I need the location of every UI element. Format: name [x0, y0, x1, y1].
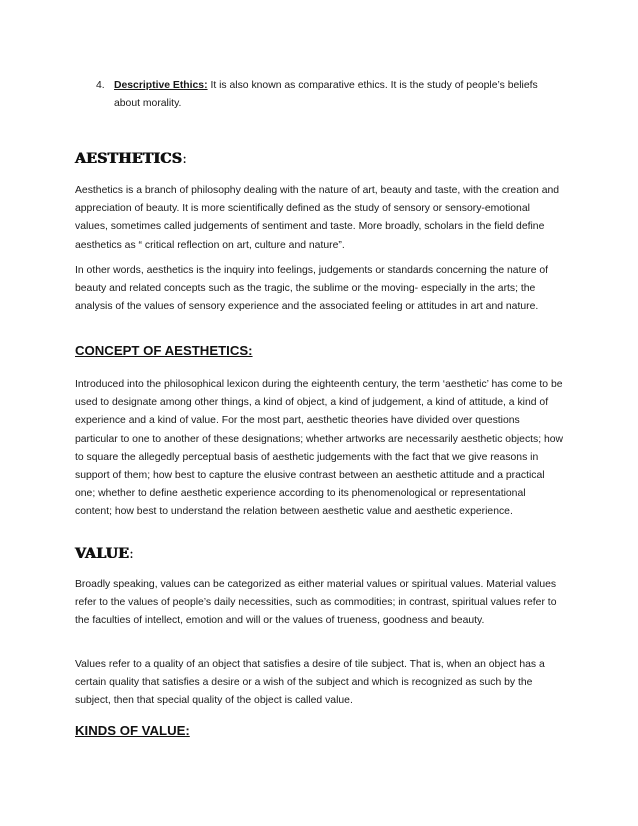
list-text: [114, 77, 556, 113]
value-heading: [75, 545, 134, 563]
aesthetics-paragraph-2: In other words, aesthetics is the inquiry into feelings, judgements or standards concerning the nature of beauty and related concepts such as the tragic, the sublime or the moving- especially in the arts; the analysis of the values of sensory experience and the associated feeling or attitudes in art and nature.: [75, 265, 549, 313]
aesthetics-heading-colon: :: [182, 151, 188, 167]
list-number: 4.: [96, 80, 105, 91]
aesthetics-paragraph-1: Aesthetics is a branch of philosophy dealing with the nature of art, beauty and taste, with the creation and appreciation of beauty. It is more scientifically defined as the study of sensory or sensory-emotional values, sometimes called judgements of sentiment and taste. More broadly, scholars in the field define aesthetics as “ critical reflection on art, culture and nature”.: [75, 185, 560, 251]
concept-paragraph: Introduced into the philosophical lexicon during the eighteenth century, the term ‘aesthetic’ has come to be used to designate among other things, a kind of object, a kind of judgement, a kind of attitude, a kind of experience and a kind of value. For the most part, aesthetic theories have divided over questions particular to one to another of these designations; whether artworks are necessarily aesthetic objects; how to square the allegedly perceptual basis of aesthetic judgements with the fact that we give reasons in support of them; how best to capture the elusive contrast between an aesthetic attitude and a practical one; whether to define aesthetic experience according to its phenomenological or representational content; how best to understand the relation between aesthetic value and aesthetic experience.: [75, 379, 564, 518]
kinds-of-value-heading: KINDS OF VALUE:: [75, 723, 190, 738]
value-heading-text: VALUE: [75, 546, 130, 562]
term-definition: It is also known as comparative ethics. It is the study of people’s beliefs about morality.: [114, 80, 538, 110]
value-paragraph-2: Values refer to a quality of an object that satisfies a desire of tile subject. That is, when an object has a certain quality that satisfies a desire or a wish of the subject and which is recognized as such by the subject, then that special quality of the object is called value.: [75, 659, 545, 707]
value-heading-colon: :: [129, 546, 135, 562]
aesthetics-heading-text: AESTHETICS: [75, 151, 183, 167]
concept-heading: CONCEPT OF AESTHETICS:: [75, 343, 253, 358]
value-paragraph-1: Broadly speaking, values can be categorized as either material values or spiritual values. Material values refer to the values of people’s daily necessities, such as commodities; in contrast, spiritual values refer to the faculties of intellect, emotion and will or the values of trueness, goodness and beauty.: [75, 579, 557, 627]
list-item-descriptive-ethics: [96, 77, 556, 113]
term-descriptive-ethics: Descriptive Ethics:: [114, 80, 208, 91]
aesthetics-heading: [75, 150, 187, 168]
